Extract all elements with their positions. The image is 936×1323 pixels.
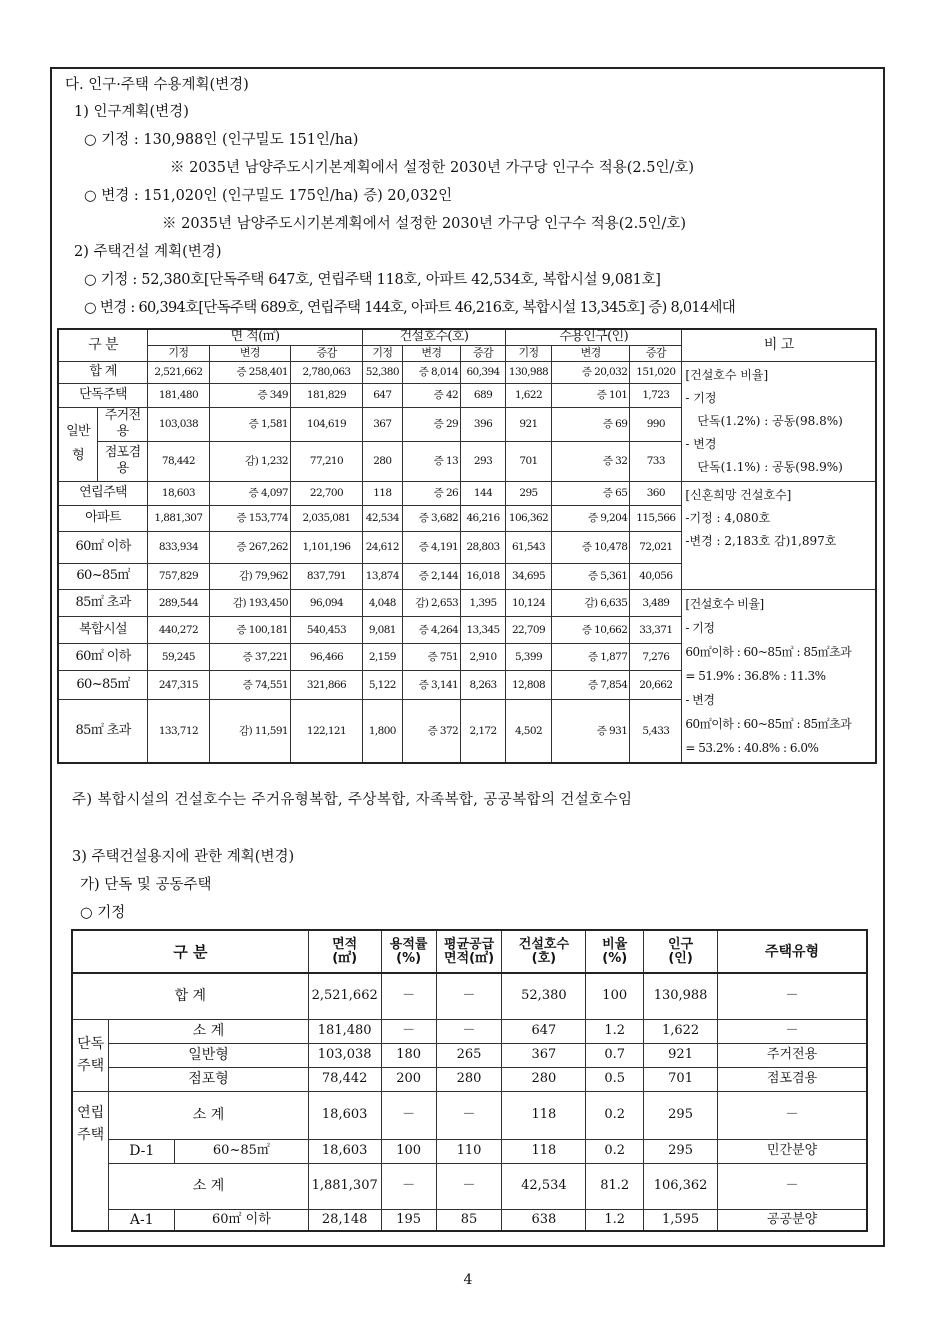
- t1-cell: 감) 79,962: [209, 563, 290, 589]
- t1-header-pop: 수용인구(인): [505, 329, 681, 345]
- t1-cell: 2,780,063: [291, 361, 363, 383]
- t1-cell: 1,723: [630, 383, 682, 407]
- t2-cell: －: [381, 1091, 436, 1139]
- t2-row: [72, 1209, 867, 1231]
- t1-cell: 20,662: [630, 670, 682, 699]
- t1-cell: 1,800: [362, 699, 402, 762]
- t1-cell: 증 1,581: [209, 407, 290, 441]
- t1-cell: 증 5,361: [552, 563, 630, 589]
- t1-row-label: 단독주택: [58, 383, 148, 407]
- t2-cell: 103,038: [308, 1043, 381, 1067]
- t2-cell: 85: [436, 1209, 502, 1231]
- t1-cell: 367: [362, 407, 402, 441]
- t2-group-detached: 단독주택: [72, 1019, 109, 1091]
- t2-cell: 265: [436, 1043, 502, 1067]
- t1-cell: 133,712: [148, 699, 210, 762]
- table-footnote: 주) 복합시설의 건설호수는 주거유형복합, 주상복합, 자족복합, 공공복합의 건설호수임: [72, 792, 633, 808]
- t1-header-division: 구 분: [58, 329, 148, 361]
- t1-h-delta: 증감: [461, 345, 506, 361]
- t1-note-line: 60㎡이하 : 60~85㎡ : 85㎡초과: [685, 644, 852, 659]
- t2-cell: －: [436, 1091, 502, 1139]
- t1-cell: 12,808: [505, 670, 551, 699]
- t1-cell: 증 65: [552, 481, 630, 505]
- land-before: ○ 기정: [80, 905, 126, 921]
- t1-cell: 증 10,478: [552, 531, 630, 563]
- t1-cell: 1,395: [461, 589, 506, 616]
- pop-after: ○ 변경 : 151,020인 (인구밀도 175인/ha) 증) 20,032인: [84, 188, 453, 204]
- t1-cell: 증 74,551: [209, 670, 290, 699]
- t2-cell: －: [381, 1163, 436, 1209]
- pop-before-note: ※ 2035년 남양주도시기본계획에서 설정한 2030년 가구당 인구수 적용(2.5인/호): [170, 160, 695, 176]
- t2-cell: 638: [502, 1209, 586, 1231]
- t1-header-units: 건설호수(호): [362, 329, 505, 345]
- t2-cell: 647: [502, 1019, 586, 1043]
- t1-cell: 77,210: [291, 441, 363, 481]
- t2-cell: 110: [436, 1139, 502, 1163]
- t2-cell: 78,442: [308, 1067, 381, 1091]
- t1-cell: 증 26: [402, 481, 460, 505]
- t1-note-ratio: [682, 361, 876, 481]
- t2-cell: －: [436, 1019, 502, 1043]
- t1-cell: 증 20,032: [552, 361, 630, 383]
- t2-cell: －: [381, 973, 436, 1019]
- pop-heading: 1) 인구계획(변경): [74, 104, 189, 120]
- t2-cell: 367: [502, 1043, 586, 1067]
- t1-cell: 13,345: [461, 616, 506, 643]
- t1-cell: 33,371: [630, 616, 682, 643]
- t1-cell: 감) 2,653: [402, 589, 460, 616]
- t1-note-line: [건설호수 비율]: [685, 367, 769, 382]
- t2-cell: 130,988: [644, 973, 718, 1019]
- t1-cell: 감) 1,232: [209, 441, 290, 481]
- t2-code: D-1: [109, 1139, 175, 1163]
- t1-cell: 9,081: [362, 616, 402, 643]
- t1-cell: 증 258,401: [209, 361, 290, 383]
- t1-cell: 1,881,307: [148, 505, 210, 531]
- t1-cell: 증 29: [402, 407, 460, 441]
- t1-note-line: = 53.2% : 40.8% : 6.0%: [685, 740, 819, 755]
- t1-cell: 837,791: [291, 563, 363, 589]
- t2-group-apt: [72, 1163, 109, 1231]
- t1-cell: 감) 11,591: [209, 699, 290, 762]
- t1-row-label: 합 계: [58, 361, 148, 383]
- t1-cell: 3,489: [630, 589, 682, 616]
- t2-total-label: 합 계: [72, 973, 308, 1019]
- t2-cell: 0.7: [586, 1043, 644, 1067]
- t1-cell: 34,695: [505, 563, 551, 589]
- page-frame-bottom: [50, 1245, 885, 1247]
- t1-cell: 52,380: [362, 361, 402, 383]
- t1-header-area: 면 적(㎡): [148, 329, 363, 345]
- t1-note-line: - 기정: [685, 620, 715, 635]
- t2-cell: 200: [381, 1067, 436, 1091]
- t2-h-pop: 인구 (인): [644, 930, 718, 973]
- t2-cell: 81.2: [586, 1163, 644, 1209]
- t2-h-area: 면적 (㎡): [308, 930, 381, 973]
- t1-cell: 990: [630, 407, 682, 441]
- t1-cell: 61,543: [505, 531, 551, 563]
- housing-before: ○ 기정 : 52,380호[단독주택 647호, 연립주택 118호, 아파트 42,534호, 복합시설 9,081호]: [84, 272, 661, 288]
- t1-cell: 10,124: [505, 589, 551, 616]
- t1-note-line: [건설호수 비율]: [685, 596, 764, 611]
- t1-note-size-ratio: [682, 589, 876, 763]
- t1-cell: 59,245: [148, 643, 210, 670]
- t1-cell: 증 101: [552, 383, 630, 407]
- t1-cell: 증 372: [402, 699, 460, 762]
- t2-row: [72, 1163, 867, 1209]
- t1-cell: 증 751: [402, 643, 460, 670]
- t1-cell: 733: [630, 441, 682, 481]
- t1-cell: 8,263: [461, 670, 506, 699]
- t2-size: 60~85㎡: [175, 1139, 309, 1163]
- t2-row-label: 소 계: [109, 1019, 308, 1043]
- t1-note-line: - 변경: [685, 436, 717, 451]
- t1-cell: 감) 6,635: [552, 589, 630, 616]
- t2-cell: 180: [381, 1043, 436, 1067]
- t2-cell: 106,362: [644, 1163, 718, 1209]
- t1-cell: 689: [461, 383, 506, 407]
- t1-cell: 1,622: [505, 383, 551, 407]
- t2-cell: 1.2: [586, 1019, 644, 1043]
- t2-h-avg-area: 평균공급 면적(㎡): [436, 930, 502, 973]
- t1-h-delta: 증감: [630, 345, 682, 361]
- t1-cell: 증 69: [552, 407, 630, 441]
- t1-cell: 42,534: [362, 505, 402, 531]
- section-title: 다. 인구·주택 수용계획(변경): [65, 77, 249, 93]
- t2-row-total: [72, 973, 867, 1019]
- pop-before: ○ 기정 : 130,988인 (인구밀도 151인/ha): [84, 132, 359, 148]
- t1-note-line: 60㎡이하 : 60~85㎡ : 85㎡초과: [685, 716, 852, 731]
- t2-size: 60㎡ 이하: [175, 1209, 309, 1231]
- t1-cell: 1,101,196: [291, 531, 363, 563]
- t2-cell: －: [436, 973, 502, 1019]
- t2-cell: －: [436, 1163, 502, 1209]
- t1-cell: 833,934: [148, 531, 210, 563]
- t2-cell: 주거전용: [718, 1043, 867, 1067]
- t2-cell: 701: [644, 1067, 718, 1091]
- t1-cell: 280: [362, 441, 402, 481]
- t2-cell: 0.5: [586, 1067, 644, 1091]
- t1-cell: 757,829: [148, 563, 210, 589]
- t2-cell: －: [381, 1019, 436, 1043]
- t1-note-newlywed: [682, 481, 876, 589]
- t1-cell: 24,612: [362, 531, 402, 563]
- housing-after: ○ 변경 : 60,394호[단독주택 689호, 연립주택 144호, 아파트 46,216호, 복합시설 13,345호] 증) 8,014세대: [84, 300, 736, 316]
- t2-cell: －: [718, 1163, 867, 1209]
- land-sub: 가) 단독 및 공동주택: [80, 877, 212, 893]
- t2-cell: 1,622: [644, 1019, 718, 1043]
- t1-note-line: [신혼희망 건설호수]: [685, 487, 792, 502]
- t1-cell: 증 9,204: [552, 505, 630, 531]
- t2-row-label: 일반형: [109, 1043, 308, 1067]
- t1-cell: 321,866: [291, 670, 363, 699]
- t2-h-ratio: 비율 (%): [586, 930, 644, 973]
- t1-h-before: 기정: [362, 345, 402, 361]
- t2-row-label: 점포형: [109, 1067, 308, 1091]
- t1-note-line: 단독(1.2%) : 공동(98.8%): [697, 413, 843, 428]
- t2-cell: 0.2: [586, 1091, 644, 1139]
- t2-cell: 공공분양: [718, 1209, 867, 1231]
- t1-cell: 2,035,081: [291, 505, 363, 531]
- t1-cell: 증 1,877: [552, 643, 630, 670]
- t1-row-label: 85㎡ 초과: [58, 589, 148, 616]
- t1-row-label: 60㎡ 이하: [58, 531, 148, 563]
- t1-cell: 2,172: [461, 699, 506, 762]
- pop-after-note: ※ 2035년 남양주도시기본계획에서 설정한 2030년 가구당 인구수 적용(2.5인/호): [162, 216, 687, 232]
- t1-cell: 104,619: [291, 407, 363, 441]
- t1-cell: 144: [461, 481, 506, 505]
- t1-cell: 701: [505, 441, 551, 481]
- housing-plan-table: [57, 328, 877, 764]
- t1-h-delta: 증감: [291, 345, 363, 361]
- t2-cell: 280: [436, 1067, 502, 1091]
- t1-cell: 증 3,141: [402, 670, 460, 699]
- t2-cell: 28,148: [308, 1209, 381, 1231]
- t1-cell: 4,502: [505, 699, 551, 762]
- t1-cell: 증 4,097: [209, 481, 290, 505]
- t2-cell: －: [718, 973, 867, 1019]
- t1-ilban-label: 일반형: [58, 407, 98, 481]
- t1-cell: 46,216: [461, 505, 506, 531]
- t1-cell: 증 10,662: [552, 616, 630, 643]
- t1-cell: 921: [505, 407, 551, 441]
- t1-cell: 396: [461, 407, 506, 441]
- t1-cell: 13,874: [362, 563, 402, 589]
- t1-cell: 증 4,264: [402, 616, 460, 643]
- t1-cell: 2,910: [461, 643, 506, 670]
- t1-row-label: 85㎡ 초과: [58, 699, 148, 762]
- t2-cell: 0.2: [586, 1139, 644, 1163]
- t1-note-line: - 변경: [685, 692, 715, 707]
- t2-h-type: 주택유형: [718, 930, 867, 973]
- t1-cell: 40,056: [630, 563, 682, 589]
- land-heading: 3) 주택건설용지에 관한 계획(변경): [72, 849, 295, 865]
- t1-cell: 5,122: [362, 670, 402, 699]
- t1-note-line: 단독(1.1%) : 공동(98.9%): [697, 459, 843, 474]
- t1-cell: 증 4,191: [402, 531, 460, 563]
- t1-row-label: 점포겸용: [98, 441, 148, 481]
- t2-row: [72, 1091, 867, 1139]
- t1-cell: 106,362: [505, 505, 551, 531]
- t1-cell: 4,048: [362, 589, 402, 616]
- t2-h-far: 용적률 (%): [381, 930, 436, 973]
- t1-cell: 122,121: [291, 699, 363, 762]
- t1-cell: 감) 193,450: [209, 589, 290, 616]
- t1-row-label: 복합시설: [58, 616, 148, 643]
- t1-cell: 22,700: [291, 481, 363, 505]
- t1-cell: 16,018: [461, 563, 506, 589]
- t1-cell: 295: [505, 481, 551, 505]
- t2-row: [72, 1019, 867, 1043]
- t2-h-division: 구 분: [72, 930, 308, 973]
- t1-cell: 28,803: [461, 531, 506, 563]
- t1-header-note: 비 고: [682, 329, 876, 361]
- t2-group-row: 연립주택: [72, 1091, 109, 1163]
- t1-cell: 103,038: [148, 407, 210, 441]
- t1-cell: 증 3,682: [402, 505, 460, 531]
- t2-cell: 2,521,662: [308, 973, 381, 1019]
- t1-cell: 5,399: [505, 643, 551, 670]
- t1-h-after: 변경: [402, 345, 460, 361]
- t2-cell: 280: [502, 1067, 586, 1091]
- t1-h-after: 변경: [209, 345, 290, 361]
- t1-note-line: - 기정: [685, 390, 717, 405]
- t2-cell: 1,881,307: [308, 1163, 381, 1209]
- t2-cell: 295: [644, 1091, 718, 1139]
- t1-cell: 증 13: [402, 441, 460, 481]
- t2-cell: 181,480: [308, 1019, 381, 1043]
- t1-cell: 181,829: [291, 383, 363, 407]
- t1-cell: 96,466: [291, 643, 363, 670]
- t1-cell: 60,394: [461, 361, 506, 383]
- t2-cell: 1,595: [644, 1209, 718, 1231]
- t1-cell: 247,315: [148, 670, 210, 699]
- t2-cell: 18,603: [308, 1091, 381, 1139]
- t2-cell: －: [718, 1019, 867, 1043]
- t1-cell: 440,272: [148, 616, 210, 643]
- t2-cell: 118: [502, 1091, 586, 1139]
- t2-cell: －: [718, 1091, 867, 1139]
- t1-row: [58, 481, 876, 505]
- t1-cell: 2,521,662: [148, 361, 210, 383]
- t2-cell: 195: [381, 1209, 436, 1231]
- t2-cell: 295: [644, 1139, 718, 1163]
- t1-cell: 18,603: [148, 481, 210, 505]
- t1-note-line: -기정 : 4,080호: [685, 510, 771, 525]
- t1-cell: 2,159: [362, 643, 402, 670]
- housing-land-table: [71, 929, 868, 1232]
- housing-heading: 2) 주택건설 계획(변경): [74, 244, 222, 260]
- t1-cell: 72,021: [630, 531, 682, 563]
- page-number: 4: [463, 1272, 473, 1288]
- t1-cell: 181,480: [148, 383, 210, 407]
- t1-row-label: 아파트: [58, 505, 148, 531]
- t1-cell: 5,433: [630, 699, 682, 762]
- t1-h-after: 변경: [552, 345, 630, 361]
- t2-h-units: 건설호수 (호): [502, 930, 586, 973]
- t2-row: [72, 1139, 867, 1163]
- t2-cell: 점포겸용: [718, 1067, 867, 1091]
- t1-cell: 647: [362, 383, 402, 407]
- t2-cell: 1.2: [586, 1209, 644, 1231]
- t1-cell: 증 153,774: [209, 505, 290, 531]
- t1-cell: 118: [362, 481, 402, 505]
- t2-cell: 18,603: [308, 1139, 381, 1163]
- t1-cell: 증 7,854: [552, 670, 630, 699]
- t2-row-label: 소 계: [109, 1091, 308, 1139]
- t1-note-line: -변경 : 2,183호 감)1,897호: [685, 533, 837, 548]
- t1-cell: 289,544: [148, 589, 210, 616]
- t1-cell: 증 267,262: [209, 531, 290, 563]
- t1-cell: 360: [630, 481, 682, 505]
- t2-cell: 100: [381, 1139, 436, 1163]
- t1-row: [58, 589, 876, 616]
- t1-cell: 증 42: [402, 383, 460, 407]
- t1-cell: 증 2,144: [402, 563, 460, 589]
- t1-cell: 22,709: [505, 616, 551, 643]
- t1-row: [58, 361, 876, 383]
- t1-cell: 증 37,221: [209, 643, 290, 670]
- t1-cell: 96,094: [291, 589, 363, 616]
- t1-cell: 증 8,014: [402, 361, 460, 383]
- t1-cell: 293: [461, 441, 506, 481]
- t2-row: [72, 1043, 867, 1067]
- t1-cell: 115,566: [630, 505, 682, 531]
- t2-cell: 42,534: [502, 1163, 586, 1209]
- t1-row-label: 주거전용: [98, 407, 148, 441]
- t1-row-label: 60㎡ 이하: [58, 643, 148, 670]
- t2-row-label: 소 계: [109, 1163, 308, 1209]
- t1-row-label: 60~85㎡: [58, 670, 148, 699]
- t1-h-before: 기정: [505, 345, 551, 361]
- t2-code: A-1: [109, 1209, 175, 1231]
- t1-row-label: 연립주택: [58, 481, 148, 505]
- t1-cell: 증 931: [552, 699, 630, 762]
- t2-row: [72, 1067, 867, 1091]
- t1-row-label: 60~85㎡: [58, 563, 148, 589]
- t1-cell: 78,442: [148, 441, 210, 481]
- t2-cell: 921: [644, 1043, 718, 1067]
- t1-cell: 540,453: [291, 616, 363, 643]
- t2-cell: 118: [502, 1139, 586, 1163]
- t1-h-before: 기정: [148, 345, 210, 361]
- t2-cell: 52,380: [502, 973, 586, 1019]
- t1-cell: 증 349: [209, 383, 290, 407]
- t1-cell: 증 32: [552, 441, 630, 481]
- t1-cell: 증 100,181: [209, 616, 290, 643]
- t1-cell: 151,020: [630, 361, 682, 383]
- t1-note-line: = 51.9% : 36.8% : 11.3%: [685, 668, 826, 683]
- t1-cell: 7,276: [630, 643, 682, 670]
- t2-cell: 민간분양: [718, 1139, 867, 1163]
- t2-cell: 100: [586, 973, 644, 1019]
- t1-cell: 130,988: [505, 361, 551, 383]
